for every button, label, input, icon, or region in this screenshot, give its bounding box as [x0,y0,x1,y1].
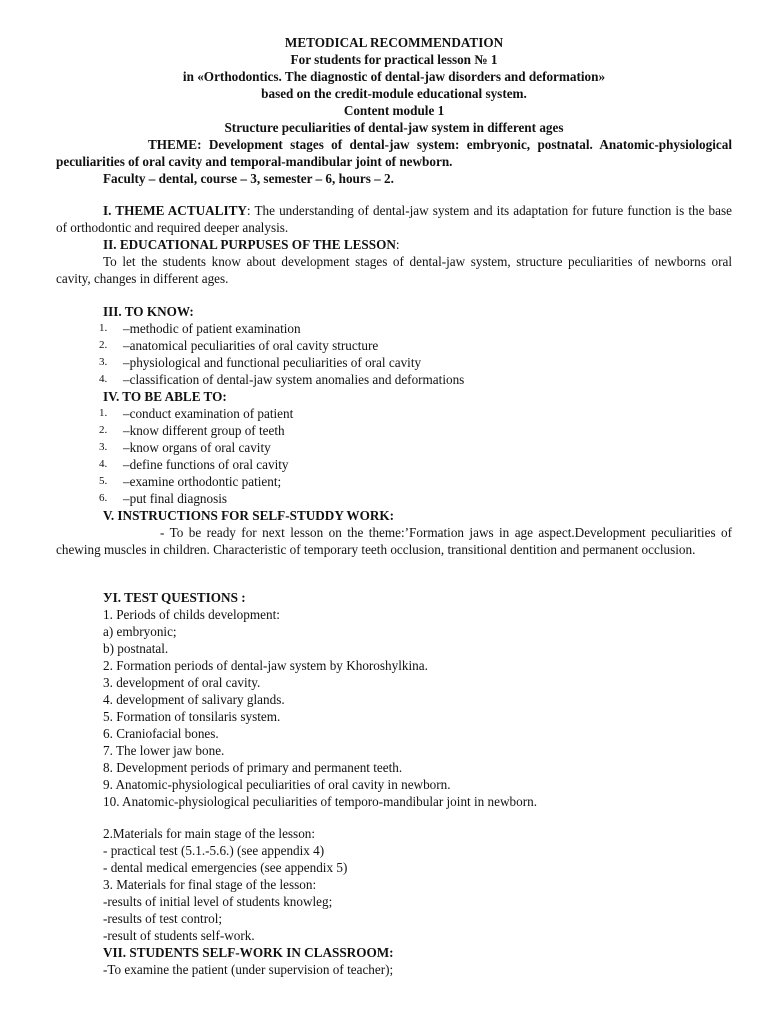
lesson-line: For students for practical lesson № 1 [290,52,498,67]
list-number: 2. [99,424,108,436]
able-to-item [56,422,732,439]
to-know-item [56,354,732,371]
able-to-item [56,490,732,507]
test-question-line: 10. Anatomic-physiological peculiarities of temporo-mandibular joint in newborn. [103,794,537,809]
instructions-text: - To be ready for next lesson on the theme:’Formation jaws in age aspect.Development peculiarities of chewing muscles in children. Characteristic of temporary teeth occlusion, transitional dentition and permanent occlusion. [56,525,732,557]
materials-line: 3. Materials for final stage of the lesson: [103,877,317,892]
actuality-heading: I. THEME ACTUALITY [103,203,247,218]
purposes-heading-line [56,236,732,253]
list-item-text: –put final diagnosis [123,491,228,506]
list-item-text: –classification of dental-jaw system anomalies and deformations [123,372,465,387]
document-header [56,34,732,187]
to-know-item [56,320,732,337]
able-to-item [56,473,732,490]
materials-line: 2.Materials for main stage of the lesson: [103,826,316,841]
document-title: METODICAL RECOMMENDATION [284,35,504,50]
test-question-line: 2. Formation periods of dental-jaw system by Khoroshylkina. [103,658,428,673]
self-work-heading: VII. STUDENTS SELF-WORK IN CLASSROOM: [103,945,394,960]
test-question-line: 1. Periods of childs development: [103,607,280,622]
course-line: in «Orthodontics. The diagnostic of dental-jaw disorders and deformation» [182,69,606,84]
list-number: 6. [99,492,108,504]
list-number: 2. [99,339,108,351]
purposes-text: To let the students know about development stages of dental-jaw system, structure peculiarities of newborns oral cavity, changes in different ages. [56,254,732,286]
list-item-text: –know organs of oral cavity [123,440,271,455]
materials-line: - practical test (5.1.-5.6.) (see appendix 4) [103,843,325,858]
instructions-heading: V. INSTRUCTIONS FOR SELF-STUDDY WORK: [103,508,395,523]
to-know-item [56,337,732,354]
to-know-item [56,371,732,388]
list-number: 4. [99,458,108,470]
able-to-list [56,405,732,507]
actuality-paragraph [56,202,732,236]
test-question-line: 8. Development periods of primary and permanent teeth. [103,760,403,775]
module-line: Content module 1 [343,103,445,118]
test-question-line: 6. Craniofacial bones. [103,726,219,741]
test-questions-section [56,589,732,810]
to-know-section [56,303,732,558]
list-item-text: –know different group of teeth [123,423,285,438]
list-item-text: –examine orthodontic patient; [123,474,282,489]
test-question-line: 5. Formation of tonsilaris system. [103,709,281,724]
materials-line: -results of initial level of students knowleg; [103,894,333,909]
test-question-line: a) embryonic; [103,624,177,639]
list-number: 1. [99,322,108,334]
list-item-text: –define functions of oral cavity [123,457,289,472]
faculty-line: Faculty – dental, course – 3, semester – 6, hours – 2. [103,171,394,186]
list-item-text: –anatomical peculiarities of oral cavity structure [123,338,379,353]
materials-line: -result of students self-work. [103,928,255,943]
test-question-line: 9. Anatomic-physiological peculiarities of oral cavity in newborn. [103,777,451,792]
actuality-section [56,202,732,287]
able-to-heading: IV. TO BE ABLE TO: [103,389,227,404]
purposes-heading: II. EDUCATIONAL PURPUSES OF THE LESSON [103,237,396,252]
materials-list [56,825,732,944]
to-know-list [56,320,732,388]
able-to-item [56,456,732,473]
structure-line: Structure peculiarities of dental-jaw system in different ages [224,120,564,135]
to-know-heading: III. TO KNOW: [103,304,194,319]
list-item-text: –conduct examination of patient [123,406,294,421]
actuality-text: : The understanding of dental-jaw system and its adaptation for future function is the base of orthodontic and required deeper analysis. [56,203,732,235]
purposes-colon: : [395,237,400,252]
system-line: based on the credit-module educational system. [261,86,527,101]
list-item-text: –physiological and functional peculiarities of oral cavity [123,355,422,370]
theme-paragraph: THEME: Development stages of dental-jaw system: embryonic, postnatal. Anatomic-physiological peculiarities of oral cavity and temporal-mandibular joint of newborn. [56,137,732,169]
materials-section [56,825,732,978]
materials-line: -results of test control; [103,911,223,926]
test-question-line: 7. The lower jaw bone. [103,743,225,758]
self-work-line: -To examine the patient (under supervision of teacher); [103,962,394,977]
materials-line: - dental medical emergencies (see appendix 5) [103,860,348,875]
able-to-item [56,439,732,456]
list-number: 5. [99,475,108,487]
list-item-text: –methodic of patient examination [123,321,301,336]
list-number: 1. [99,407,108,419]
test-question-list [56,606,732,810]
test-question-line: 3. development of oral cavity. [103,675,261,690]
list-number: 4. [99,373,108,385]
test-question-line: 4. development of salivary glands. [103,692,285,707]
tests-heading: УI. TEST QUESTIONS : [103,590,246,605]
list-number: 3. [99,356,108,368]
list-number: 3. [99,441,108,453]
able-to-item [56,405,732,422]
test-question-line: b) postnatal. [103,641,169,656]
